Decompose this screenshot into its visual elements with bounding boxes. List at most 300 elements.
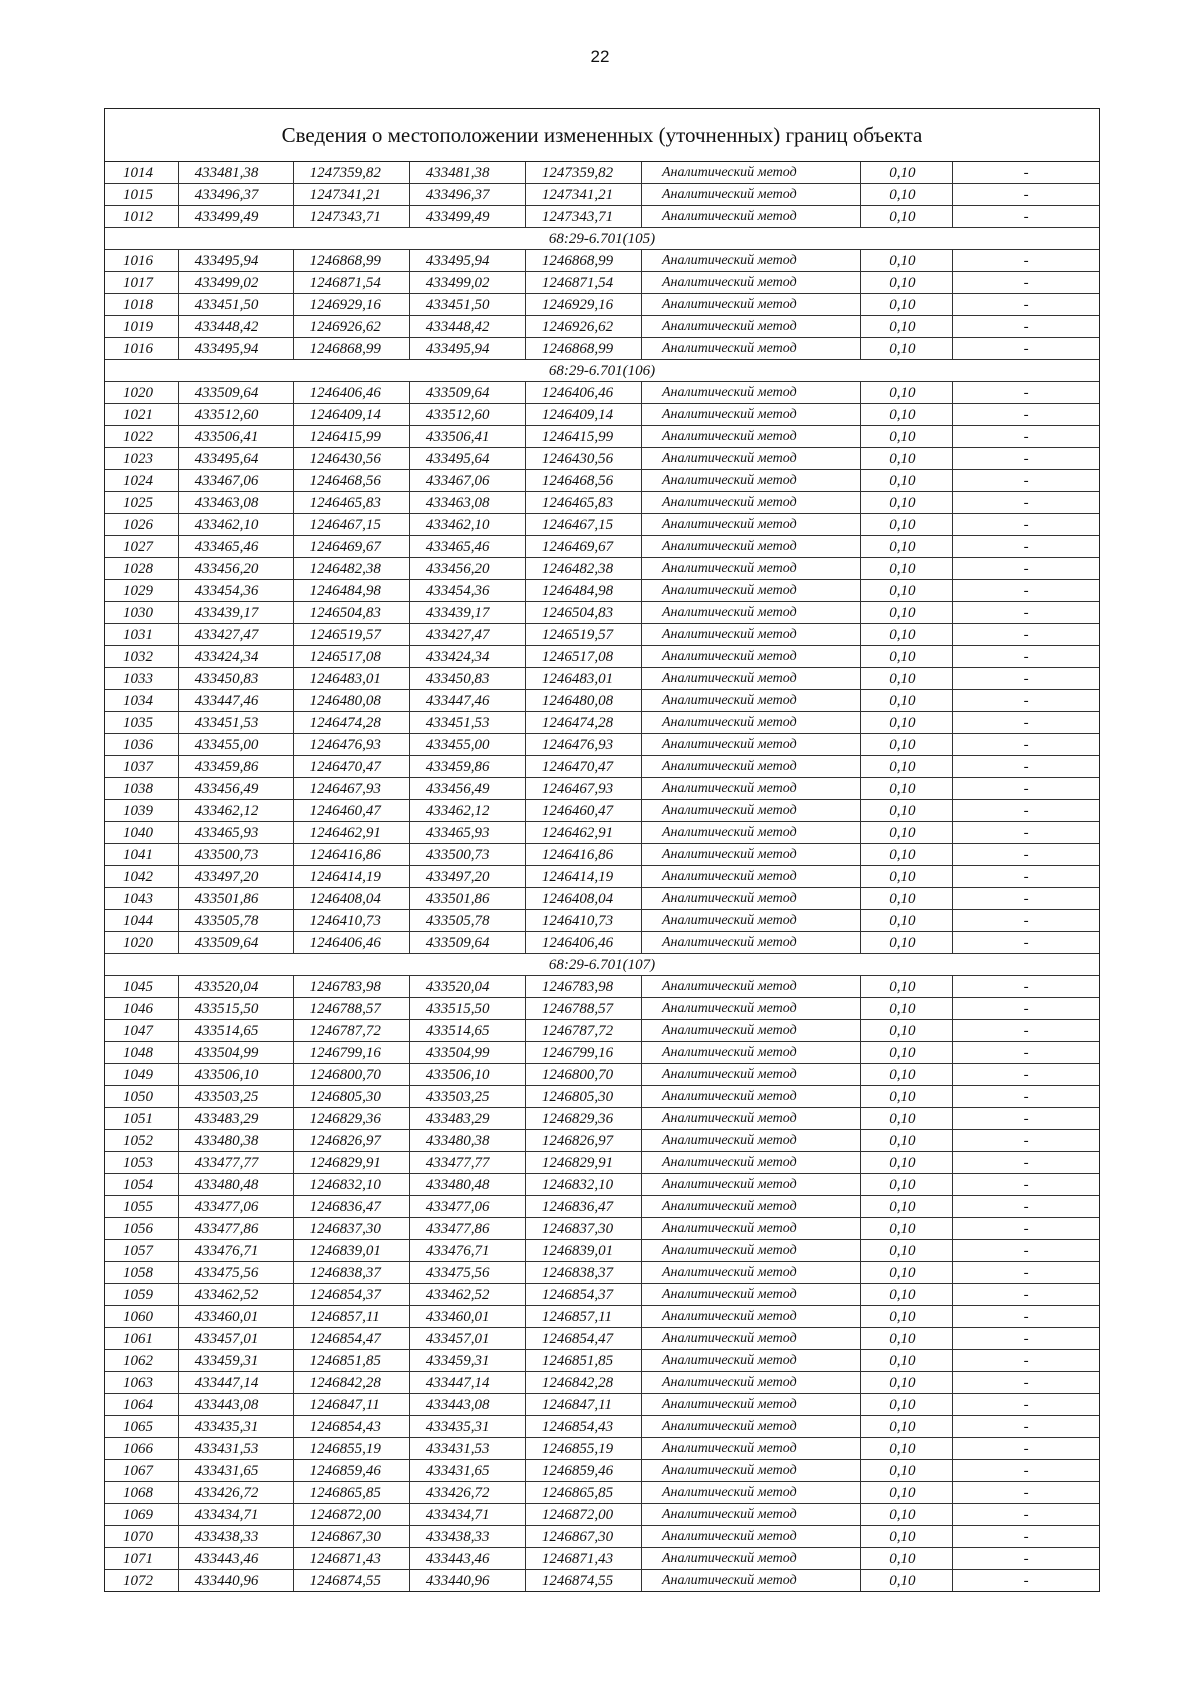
cell-y-new: 1246800,70: [525, 1064, 641, 1086]
cell-y-new: 1246832,10: [525, 1174, 641, 1196]
cell-y-old: 1246799,16: [293, 1042, 409, 1064]
cell-method: Аналитический метод: [642, 668, 861, 690]
cell-point-number: 1065: [105, 1416, 178, 1438]
cell-x-new: 433424,34: [409, 646, 525, 668]
cell-y-old: 1246854,37: [293, 1284, 409, 1306]
table-row: [105, 1548, 1099, 1570]
table-title: Сведения о местоположении измененных (уточненных) границ объекта: [105, 109, 1099, 162]
table-row: [105, 492, 1099, 514]
cell-point-number: 1022: [105, 426, 178, 448]
cell-x-new: 433447,14: [409, 1372, 525, 1394]
cell-description: -: [953, 1306, 1099, 1328]
cell-y-new: 1246519,57: [525, 624, 641, 646]
cell-x-new: 433462,12: [409, 800, 525, 822]
cell-x-new: 433443,46: [409, 1548, 525, 1570]
cell-x-old: 433462,12: [178, 800, 293, 822]
cell-y-new: 1246474,28: [525, 712, 641, 734]
cell-point-number: 1031: [105, 624, 178, 646]
cell-x-old: 433477,06: [178, 1196, 293, 1218]
cell-y-new: 1246788,57: [525, 998, 641, 1020]
cell-accuracy: 0,10: [861, 998, 953, 1020]
cell-y-new: 1246467,15: [525, 514, 641, 536]
cell-x-new: 433435,31: [409, 1416, 525, 1438]
cell-y-old: 1246865,85: [293, 1482, 409, 1504]
cell-x-old: 433439,17: [178, 602, 293, 624]
cell-y-old: 1246406,46: [293, 382, 409, 404]
table-row: [105, 910, 1099, 932]
cell-y-old: 1246409,14: [293, 404, 409, 426]
table-row: [105, 338, 1099, 360]
table-row: [105, 1196, 1099, 1218]
cell-x-new: 433505,78: [409, 910, 525, 932]
cell-method: Аналитический метод: [642, 1350, 861, 1372]
cell-description: -: [953, 1350, 1099, 1372]
table-row: [105, 602, 1099, 624]
cell-x-new: 433506,41: [409, 426, 525, 448]
cell-y-new: 1246406,46: [525, 382, 641, 404]
cell-y-new: 1246838,37: [525, 1262, 641, 1284]
cell-x-old: 433481,38: [178, 162, 293, 184]
cell-y-new: 1246469,67: [525, 536, 641, 558]
cell-description: -: [953, 1328, 1099, 1350]
cell-description: -: [953, 1152, 1099, 1174]
cell-point-number: 1045: [105, 976, 178, 998]
cell-y-new: 1246416,86: [525, 844, 641, 866]
cell-point-number: 1016: [105, 338, 178, 360]
cell-x-old: 433480,48: [178, 1174, 293, 1196]
cell-y-old: 1246476,93: [293, 734, 409, 756]
table-row: [105, 734, 1099, 756]
cell-x-new: 433439,17: [409, 602, 525, 624]
cell-description: -: [953, 492, 1099, 514]
cell-y-new: 1246868,99: [525, 250, 641, 272]
cell-point-number: 1030: [105, 602, 178, 624]
cell-x-new: 433434,71: [409, 1504, 525, 1526]
cell-point-number: 1024: [105, 470, 178, 492]
table-row: [105, 1570, 1099, 1592]
cell-method: Аналитический метод: [642, 910, 861, 932]
cell-point-number: 1041: [105, 844, 178, 866]
cell-y-new: 1246872,00: [525, 1504, 641, 1526]
cell-point-number: 1012: [105, 206, 178, 228]
cell-x-new: 433451,50: [409, 294, 525, 316]
cell-x-old: 433496,37: [178, 184, 293, 206]
table-row: [105, 514, 1099, 536]
table-row: [105, 558, 1099, 580]
cell-method: Аналитический метод: [642, 404, 861, 426]
cell-x-new: 433427,47: [409, 624, 525, 646]
cell-accuracy: 0,10: [861, 470, 953, 492]
table-row: [105, 250, 1099, 272]
cell-y-new: 1246787,72: [525, 1020, 641, 1042]
cell-accuracy: 0,10: [861, 888, 953, 910]
cell-description: -: [953, 690, 1099, 712]
cell-point-number: 1042: [105, 866, 178, 888]
cell-point-number: 1070: [105, 1526, 178, 1548]
cell-y-new: 1246460,47: [525, 800, 641, 822]
cell-y-old: 1246854,43: [293, 1416, 409, 1438]
cell-x-new: 433459,31: [409, 1350, 525, 1372]
cell-point-number: 1050: [105, 1086, 178, 1108]
table-row: [105, 998, 1099, 1020]
cell-method: Аналитический метод: [642, 1262, 861, 1284]
cell-accuracy: 0,10: [861, 1108, 953, 1130]
cell-x-new: 433456,49: [409, 778, 525, 800]
cell-y-old: 1246800,70: [293, 1064, 409, 1086]
cell-x-old: 433495,94: [178, 338, 293, 360]
cell-accuracy: 0,10: [861, 382, 953, 404]
table-row: [105, 624, 1099, 646]
table-row: [105, 272, 1099, 294]
cell-x-old: 433499,02: [178, 272, 293, 294]
cell-y-new: 1246926,62: [525, 316, 641, 338]
cell-accuracy: 0,10: [861, 492, 953, 514]
cell-x-new: 433500,73: [409, 844, 525, 866]
cell-description: -: [953, 1570, 1099, 1592]
cell-point-number: 1023: [105, 448, 178, 470]
cell-x-new: 433465,93: [409, 822, 525, 844]
cell-y-old: 1246854,47: [293, 1328, 409, 1350]
cell-x-old: 433477,77: [178, 1152, 293, 1174]
cell-method: Аналитический метод: [642, 1306, 861, 1328]
cell-point-number: 1025: [105, 492, 178, 514]
cell-x-old: 433457,01: [178, 1328, 293, 1350]
cell-x-old: 433509,64: [178, 382, 293, 404]
table-row: [105, 1086, 1099, 1108]
cell-y-old: 1246788,57: [293, 998, 409, 1020]
cell-y-new: 1246854,43: [525, 1416, 641, 1438]
cell-point-number: 1063: [105, 1372, 178, 1394]
cell-point-number: 1018: [105, 294, 178, 316]
table-row: [105, 690, 1099, 712]
cell-x-new: 433447,46: [409, 690, 525, 712]
cell-y-new: 1246874,55: [525, 1570, 641, 1592]
cell-accuracy: 0,10: [861, 272, 953, 294]
cell-y-old: 1246783,98: [293, 976, 409, 998]
cell-method: Аналитический метод: [642, 382, 861, 404]
cell-description: -: [953, 162, 1099, 184]
cell-point-number: 1019: [105, 316, 178, 338]
table-row: [105, 426, 1099, 448]
cell-method: Аналитический метод: [642, 712, 861, 734]
cell-y-old: 1247343,71: [293, 206, 409, 228]
cell-x-new: 433440,96: [409, 1570, 525, 1592]
cell-x-new: 433431,65: [409, 1460, 525, 1482]
cell-x-new: 433499,49: [409, 206, 525, 228]
cell-x-old: 433477,86: [178, 1218, 293, 1240]
cell-accuracy: 0,10: [861, 800, 953, 822]
cell-accuracy: 0,10: [861, 756, 953, 778]
cell-x-old: 433459,31: [178, 1350, 293, 1372]
cell-point-number: 1057: [105, 1240, 178, 1262]
cell-x-new: 433454,36: [409, 580, 525, 602]
cell-accuracy: 0,10: [861, 1064, 953, 1086]
cell-x-new: 433456,20: [409, 558, 525, 580]
cell-x-new: 433504,99: [409, 1042, 525, 1064]
cell-x-new: 433506,10: [409, 1064, 525, 1086]
cell-accuracy: 0,10: [861, 1482, 953, 1504]
cell-point-number: 1014: [105, 162, 178, 184]
cell-description: -: [953, 1020, 1099, 1042]
cell-point-number: 1035: [105, 712, 178, 734]
cell-y-old: 1246829,91: [293, 1152, 409, 1174]
cell-method: Аналитический метод: [642, 734, 861, 756]
cell-accuracy: 0,10: [861, 514, 953, 536]
cell-point-number: 1048: [105, 1042, 178, 1064]
cell-x-old: 433443,46: [178, 1548, 293, 1570]
cell-y-old: 1246465,83: [293, 492, 409, 514]
cell-description: -: [953, 184, 1099, 206]
cell-x-new: 433480,48: [409, 1174, 525, 1196]
cell-accuracy: 0,10: [861, 624, 953, 646]
cell-description: -: [953, 734, 1099, 756]
table-row: [105, 1108, 1099, 1130]
cell-description: -: [953, 558, 1099, 580]
cell-y-old: 1246517,08: [293, 646, 409, 668]
table-row: [105, 404, 1099, 426]
cell-accuracy: 0,10: [861, 426, 953, 448]
cell-y-new: 1246462,91: [525, 822, 641, 844]
cell-description: -: [953, 514, 1099, 536]
table-row: [105, 1438, 1099, 1460]
cell-accuracy: 0,10: [861, 1504, 953, 1526]
cell-x-old: 433465,46: [178, 536, 293, 558]
cell-y-old: 1246484,98: [293, 580, 409, 602]
section-row: [105, 954, 1099, 976]
cell-method: Аналитический метод: [642, 1526, 861, 1548]
cell-y-old: 1246410,73: [293, 910, 409, 932]
cell-x-old: 433450,83: [178, 668, 293, 690]
cell-y-old: 1246855,19: [293, 1438, 409, 1460]
cell-description: -: [953, 1262, 1099, 1284]
cell-accuracy: 0,10: [861, 404, 953, 426]
cell-x-new: 433443,08: [409, 1394, 525, 1416]
cell-x-old: 433495,94: [178, 250, 293, 272]
cell-method: Аналитический метод: [642, 1394, 861, 1416]
table-row: [105, 470, 1099, 492]
cell-y-new: 1246854,47: [525, 1328, 641, 1350]
cell-method: Аналитический метод: [642, 514, 861, 536]
cell-description: -: [953, 844, 1099, 866]
cell-method: Аналитический метод: [642, 624, 861, 646]
cell-y-new: 1246871,54: [525, 272, 641, 294]
cell-point-number: 1043: [105, 888, 178, 910]
cell-point-number: 1055: [105, 1196, 178, 1218]
cell-point-number: 1032: [105, 646, 178, 668]
cell-accuracy: 0,10: [861, 1460, 953, 1482]
table-row: [105, 1284, 1099, 1306]
cell-x-new: 433460,01: [409, 1306, 525, 1328]
cell-description: -: [953, 998, 1099, 1020]
cell-x-new: 433499,02: [409, 272, 525, 294]
table-row: [105, 1064, 1099, 1086]
cell-method: Аналитический метод: [642, 1284, 861, 1306]
cell-y-old: 1246460,47: [293, 800, 409, 822]
table-body: [105, 162, 1099, 1591]
cell-y-old: 1246805,30: [293, 1086, 409, 1108]
cell-y-new: 1246483,01: [525, 668, 641, 690]
cell-x-old: 433465,93: [178, 822, 293, 844]
cell-y-old: 1246868,99: [293, 338, 409, 360]
section-label: 68:29-6.701(106): [105, 360, 1099, 382]
cell-accuracy: 0,10: [861, 1042, 953, 1064]
cell-accuracy: 0,10: [861, 1416, 953, 1438]
cell-y-new: 1246851,85: [525, 1350, 641, 1372]
cell-y-old: 1246838,37: [293, 1262, 409, 1284]
cell-description: -: [953, 206, 1099, 228]
cell-method: Аналитический метод: [642, 976, 861, 998]
cell-y-old: 1246470,47: [293, 756, 409, 778]
cell-method: Аналитический метод: [642, 888, 861, 910]
cell-point-number: 1061: [105, 1328, 178, 1350]
cell-method: Аналитический метод: [642, 1108, 861, 1130]
cell-description: -: [953, 602, 1099, 624]
cell-x-new: 433450,83: [409, 668, 525, 690]
cell-accuracy: 0,10: [861, 1306, 953, 1328]
cell-description: -: [953, 1394, 1099, 1416]
cell-x-old: 433499,49: [178, 206, 293, 228]
cell-x-old: 433434,71: [178, 1504, 293, 1526]
boundary-table: [104, 108, 1100, 1592]
cell-y-new: 1246482,38: [525, 558, 641, 580]
cell-point-number: 1020: [105, 382, 178, 404]
cell-x-old: 433467,06: [178, 470, 293, 492]
cell-point-number: 1068: [105, 1482, 178, 1504]
cell-x-old: 433431,53: [178, 1438, 293, 1460]
cell-y-old: 1246480,08: [293, 690, 409, 712]
cell-point-number: 1072: [105, 1570, 178, 1592]
cell-method: Аналитический метод: [642, 822, 861, 844]
cell-description: -: [953, 976, 1099, 998]
table-row: [105, 294, 1099, 316]
table-row: [105, 1306, 1099, 1328]
cell-method: Аналитический метод: [642, 1438, 861, 1460]
cell-y-old: 1247359,82: [293, 162, 409, 184]
cell-y-old: 1246483,01: [293, 668, 409, 690]
cell-description: -: [953, 646, 1099, 668]
cell-x-old: 433483,29: [178, 1108, 293, 1130]
cell-x-old: 433438,33: [178, 1526, 293, 1548]
cell-accuracy: 0,10: [861, 1284, 953, 1306]
cell-description: -: [953, 1064, 1099, 1086]
cell-description: -: [953, 536, 1099, 558]
cell-accuracy: 0,10: [861, 536, 953, 558]
cell-accuracy: 0,10: [861, 338, 953, 360]
cell-accuracy: 0,10: [861, 1130, 953, 1152]
cell-x-new: 433462,52: [409, 1284, 525, 1306]
cell-y-new: 1246465,83: [525, 492, 641, 514]
cell-y-old: 1246829,36: [293, 1108, 409, 1130]
section-row: [105, 360, 1099, 382]
cell-y-new: 1246430,56: [525, 448, 641, 470]
cell-method: Аналитический метод: [642, 1416, 861, 1438]
cell-description: -: [953, 1482, 1099, 1504]
cell-description: -: [953, 1130, 1099, 1152]
cell-description: -: [953, 1284, 1099, 1306]
cell-x-old: 433504,99: [178, 1042, 293, 1064]
cell-method: Аналитический метод: [642, 1482, 861, 1504]
cell-x-old: 433456,49: [178, 778, 293, 800]
table-row: [105, 1350, 1099, 1372]
cell-accuracy: 0,10: [861, 294, 953, 316]
table-row: [105, 1526, 1099, 1548]
cell-y-old: 1246847,11: [293, 1394, 409, 1416]
cell-y-old: 1247341,21: [293, 184, 409, 206]
cell-y-new: 1246409,14: [525, 404, 641, 426]
cell-x-new: 433463,08: [409, 492, 525, 514]
cell-x-new: 433438,33: [409, 1526, 525, 1548]
cell-description: -: [953, 800, 1099, 822]
cell-x-new: 433509,64: [409, 382, 525, 404]
cell-accuracy: 0,10: [861, 1328, 953, 1350]
cell-y-old: 1246859,46: [293, 1460, 409, 1482]
cell-description: -: [953, 1372, 1099, 1394]
cell-point-number: 1020: [105, 932, 178, 954]
cell-description: -: [953, 1086, 1099, 1108]
cell-accuracy: 0,10: [861, 1086, 953, 1108]
cell-y-new: 1246415,99: [525, 426, 641, 448]
cell-x-old: 433503,25: [178, 1086, 293, 1108]
cell-accuracy: 0,10: [861, 1174, 953, 1196]
cell-description: -: [953, 888, 1099, 910]
cell-y-new: 1246837,30: [525, 1218, 641, 1240]
cell-method: Аналитический метод: [642, 1196, 861, 1218]
cell-description: -: [953, 1526, 1099, 1548]
table-row: [105, 1240, 1099, 1262]
cell-x-old: 433462,10: [178, 514, 293, 536]
cell-method: Аналитический метод: [642, 998, 861, 1020]
cell-description: -: [953, 1218, 1099, 1240]
cell-point-number: 1067: [105, 1460, 178, 1482]
cell-point-number: 1054: [105, 1174, 178, 1196]
cell-x-old: 433460,01: [178, 1306, 293, 1328]
cell-description: -: [953, 1042, 1099, 1064]
cell-method: Аналитический метод: [642, 1372, 861, 1394]
table-row: [105, 1372, 1099, 1394]
cell-point-number: 1036: [105, 734, 178, 756]
cell-x-new: 433483,29: [409, 1108, 525, 1130]
cell-description: -: [953, 316, 1099, 338]
cell-accuracy: 0,10: [861, 448, 953, 470]
cell-y-new: 1246406,46: [525, 932, 641, 954]
cell-point-number: 1033: [105, 668, 178, 690]
cell-x-new: 433514,65: [409, 1020, 525, 1042]
cell-x-new: 433455,00: [409, 734, 525, 756]
cell-y-new: 1247359,82: [525, 162, 641, 184]
cell-method: Аналитический метод: [642, 1174, 861, 1196]
cell-method: Аналитический метод: [642, 316, 861, 338]
cell-y-new: 1247341,21: [525, 184, 641, 206]
cell-x-new: 433465,46: [409, 536, 525, 558]
cell-method: Аналитический метод: [642, 162, 861, 184]
cell-y-old: 1246872,00: [293, 1504, 409, 1526]
cell-method: Аналитический метод: [642, 426, 861, 448]
cell-y-old: 1246430,56: [293, 448, 409, 470]
cell-y-new: 1246867,30: [525, 1526, 641, 1548]
cell-y-old: 1246826,97: [293, 1130, 409, 1152]
cell-method: Аналитический метод: [642, 690, 861, 712]
cell-method: Аналитический метод: [642, 294, 861, 316]
cell-x-new: 433512,60: [409, 404, 525, 426]
cell-x-old: 433495,64: [178, 448, 293, 470]
cell-accuracy: 0,10: [861, 844, 953, 866]
cell-accuracy: 0,10: [861, 910, 953, 932]
cell-method: Аналитический метод: [642, 1064, 861, 1086]
table-row: [105, 1504, 1099, 1526]
cell-y-old: 1246837,30: [293, 1218, 409, 1240]
cell-accuracy: 0,10: [861, 734, 953, 756]
cell-x-old: 433451,50: [178, 294, 293, 316]
